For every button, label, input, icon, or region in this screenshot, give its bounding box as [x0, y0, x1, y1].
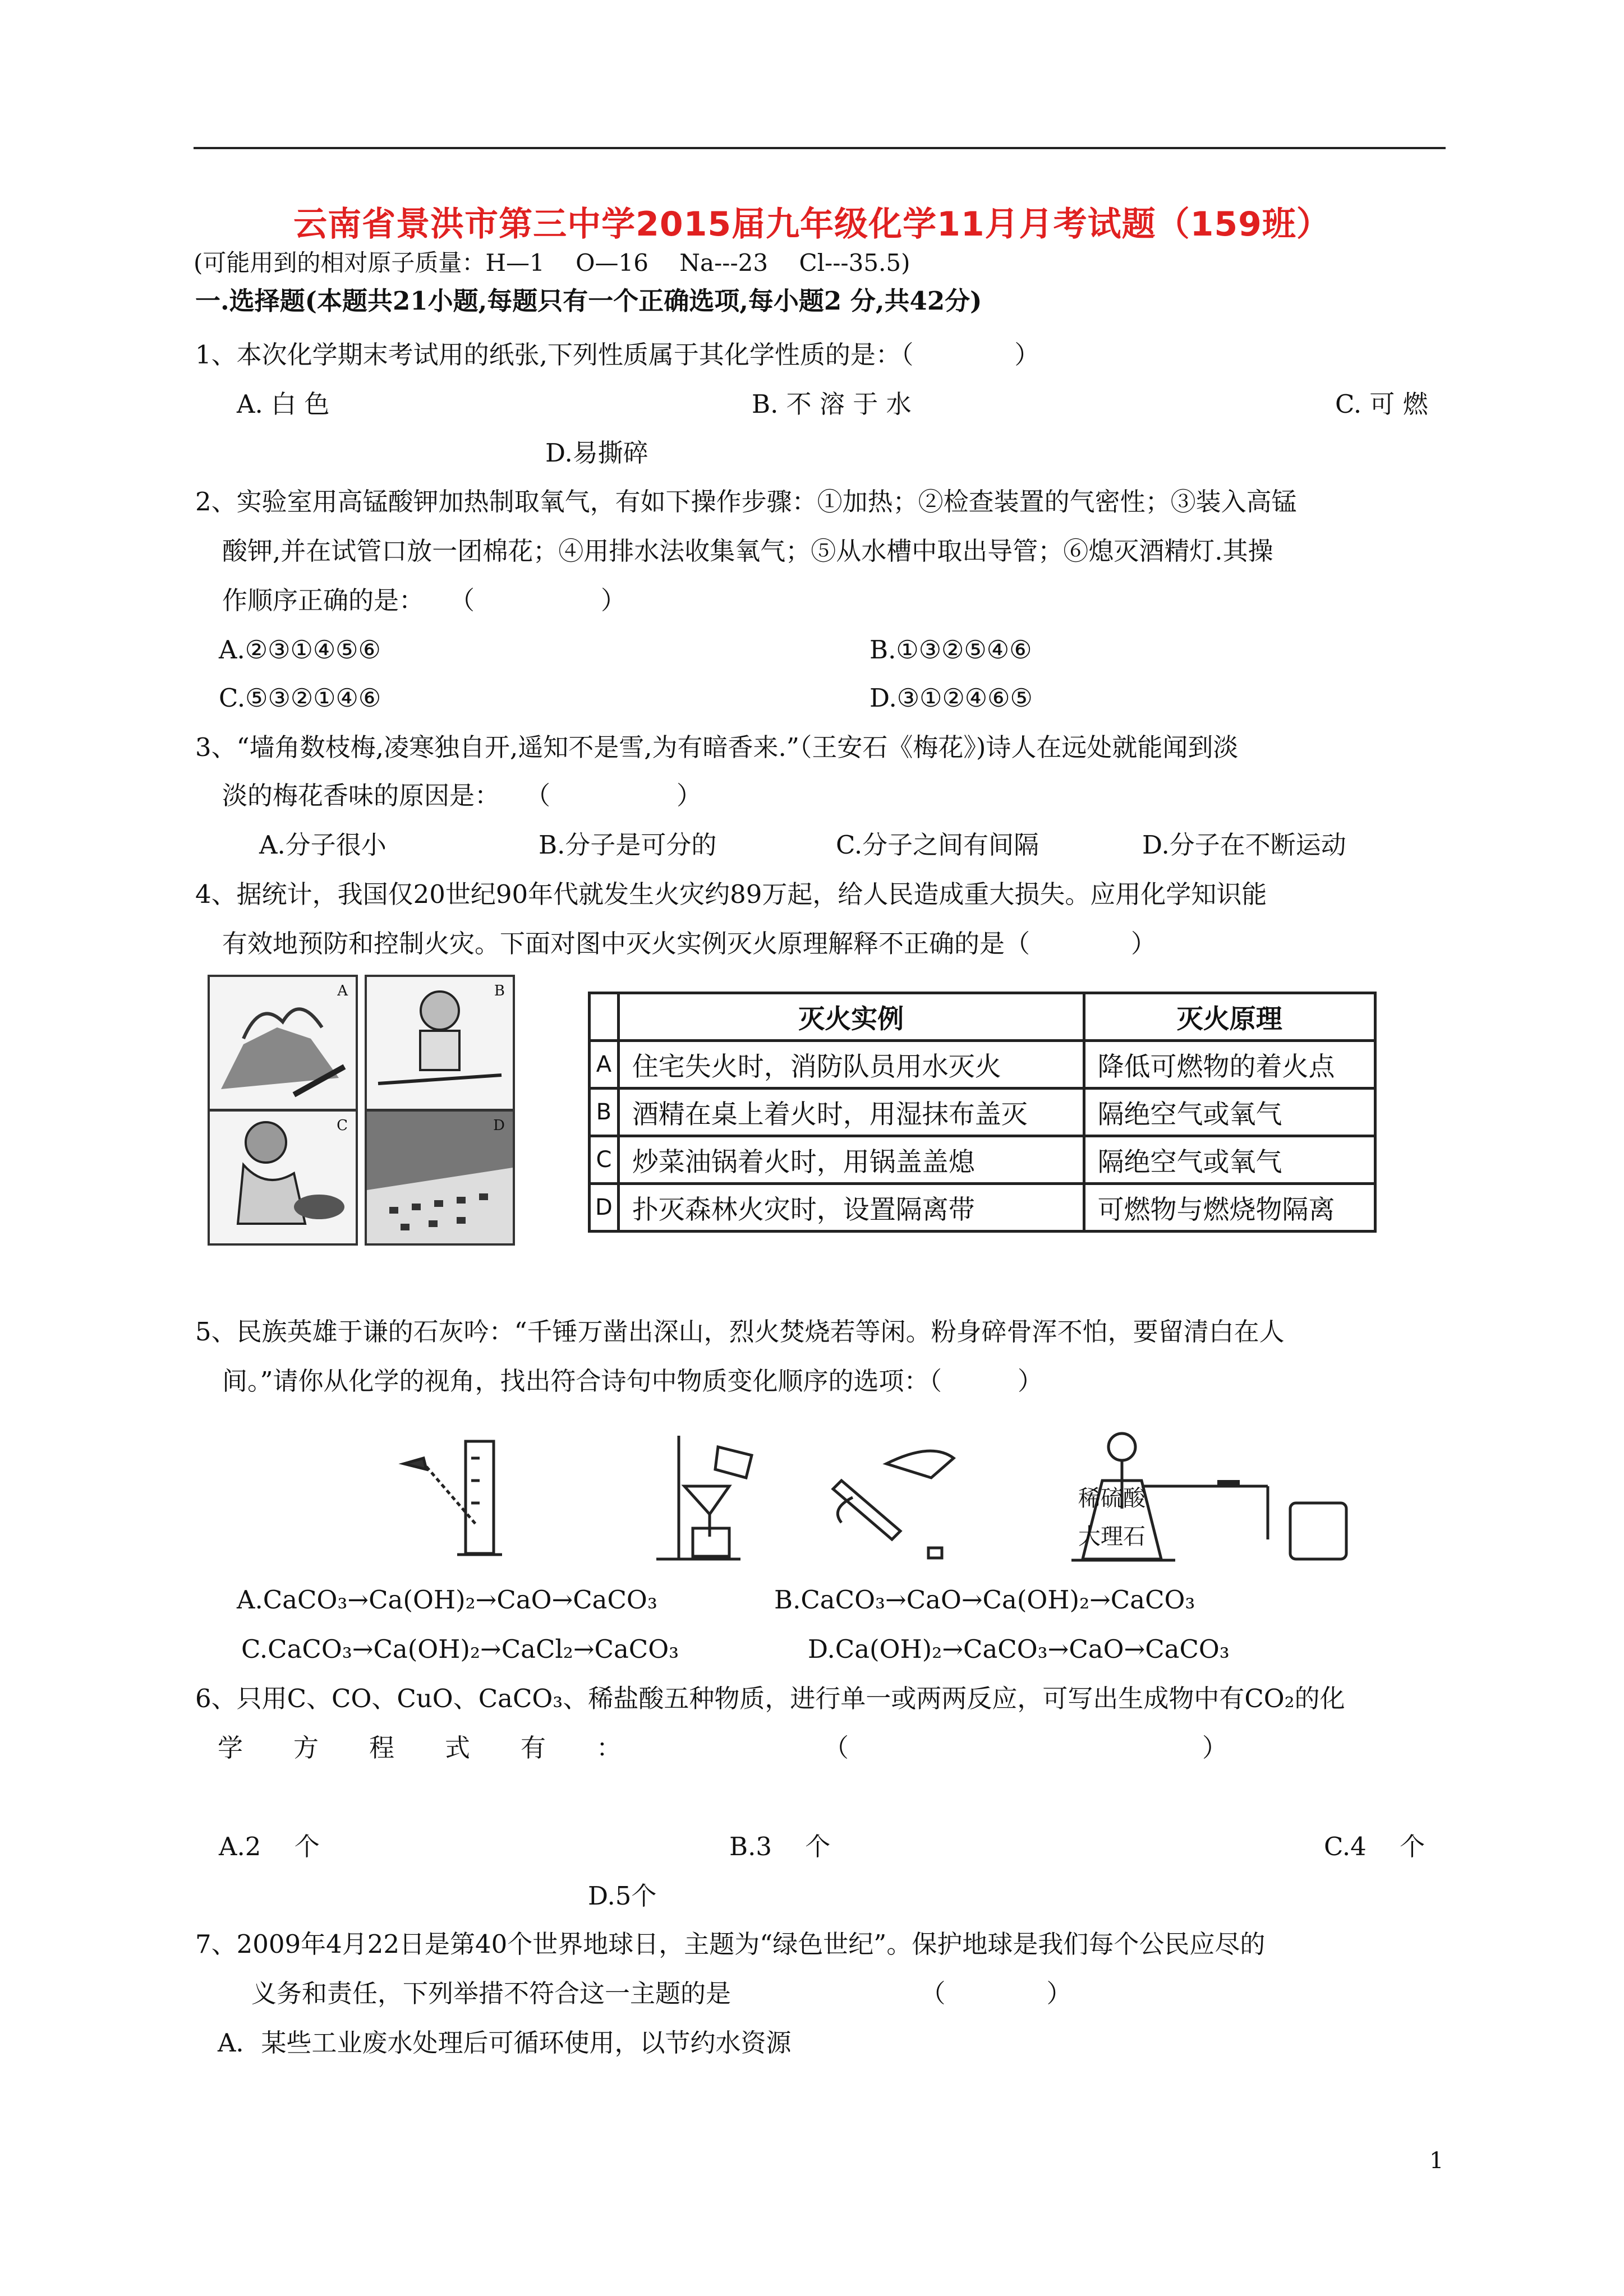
q2-option-b: B.①③②⑤④⑥ — [869, 635, 1032, 665]
picture-label-a: A — [337, 983, 348, 999]
table-key-header — [590, 993, 619, 1041]
fire-picture-a — [208, 975, 358, 1111]
table-row-principle: 降低可燃物的着火点 — [1084, 1041, 1375, 1089]
q5-option-d: D.Ca(OH)₂→CaCO₃→CaO→CaCO₃ — [808, 1634, 1230, 1664]
q2-option-d: D.③①②④⑥⑤ — [869, 683, 1033, 713]
table-header-row — [590, 993, 1375, 1041]
section-heading: 一.选择题(本题共21小题,每题只有一个正确选项,每小题2 分,共42分) — [195, 286, 982, 316]
picture-label-c: C — [337, 1117, 348, 1134]
q6-line1: 6、只用C、CO、CuO、CaCO₃、稀盐酸五种物质，进行单一或两两反应，可写出生成物中有CO₂的化 — [195, 1684, 1345, 1713]
q1-stem: 1、本次化学期末考试用的纸张,下列性质属于其化学性质的是：（ ） — [195, 340, 1040, 370]
q1-option-a: A. 白 色 — [237, 389, 330, 419]
table-row-principle: 可燃物与燃烧物隔离 — [1084, 1184, 1375, 1232]
q1-option-b: B. 不 溶 于 水 — [752, 389, 912, 419]
table-row — [590, 1184, 1375, 1232]
q2-line1: 2、实验室用高锰酸钾加热制取氧气，有如下操作步骤：①加热；②检查装置的气密性；③装入高锰 — [195, 487, 1297, 517]
top-rule — [194, 147, 1446, 149]
table-header-principle: 灭火原理 — [1084, 993, 1375, 1041]
fire-picture-b — [365, 975, 515, 1111]
q2-line2: 酸钾,并在试管口放一团棉花；④用排水法收集氧气；⑤从水槽中取出导管；⑥熄灭酒精灯.其操 — [222, 536, 1273, 566]
picture-label-b: B — [494, 983, 505, 999]
q6-option-a: A.2 个 — [219, 1832, 320, 1861]
q3-line1: 3、“墙角数枝梅,凌寒独自开,遥知不是雪,为有暗香来.”（王安石《梅花》)诗人在远处就能闻到淡 — [195, 732, 1239, 762]
q7-line2: 义务和责任，下列举措不符合这一主题的是 （ ） — [251, 1979, 1072, 2008]
q2-option-a: A.②③①④⑤⑥ — [219, 635, 381, 665]
exam-title: 云南省景洪市第三中学2015届九年级化学11月月考试题（159班） — [293, 205, 1331, 244]
table-row-principle: 隔绝空气或氧气 — [1084, 1089, 1375, 1136]
page-number: 1 — [1429, 2148, 1444, 2174]
table-row — [590, 1089, 1375, 1136]
forest-firebreak-illustration — [367, 1112, 513, 1243]
table-row — [590, 1136, 1375, 1184]
apparatus-illustrations — [393, 1424, 1380, 1582]
filtration-apparatus-icon — [656, 1436, 752, 1559]
house-fire-illustration — [210, 977, 356, 1109]
table-row-principle: 隔绝空气或氧气 — [1084, 1136, 1375, 1184]
table-row-example: 炒菜油锅着火时，用锅盖盖熄 — [618, 1136, 1084, 1184]
q3-line2: 淡的梅花香味的原因是： （ ） — [222, 781, 702, 810]
q6-option-b: B.3 个 — [729, 1832, 831, 1861]
fire-picture-c — [208, 1109, 358, 1246]
person-table-illustration — [367, 977, 513, 1109]
q3-option-b: B.分子是可分的 — [539, 830, 717, 860]
test-tube-icon — [833, 1451, 954, 1558]
q4-line2: 有效地预防和控制火灾。下面对图中灭火实例灭火原理解释不正确的是（ ） — [222, 929, 1157, 958]
q3-option-c: C.分子之间有间隔 — [836, 830, 1039, 860]
q6-line2: 学 方 程 式 有 ： （ ） — [218, 1733, 1228, 1763]
q1-option-c: C. 可 燃 — [1335, 389, 1428, 419]
q2-line3: 作顺序正确的是： （ ） — [222, 585, 627, 615]
q3-option-a: A.分子很小 — [259, 830, 387, 860]
atomic-masses: (可能用到的相对原子质量：H—1 O—16 Na---23 Cl---35.5) — [194, 249, 910, 276]
q5-option-c: C.CaCO₃→Ca(OH)₂→CaCl₂→CaCO₃ — [241, 1634, 679, 1664]
q5-line1: 5、民族英雄于谦的石灰吟：“千锤万凿出深山，烈火焚烧若等闲。粉身碎骨浑不怕，要留清白在人 — [195, 1317, 1285, 1347]
table-row-key: A — [590, 1041, 619, 1089]
table-row-key: B — [590, 1089, 619, 1136]
cook-wok-illustration — [210, 1112, 356, 1243]
q6-option-d: D.5个 — [588, 1881, 657, 1911]
table-row-example: 住宅失火时，消防队员用水灭火 — [618, 1041, 1084, 1089]
q5-option-a: A.CaCO₃→Ca(OH)₂→CaO→CaCO₃ — [237, 1585, 657, 1615]
label-dilute-sulfuric-acid: 稀硫酸 — [1078, 1486, 1145, 1511]
table-row-key: D — [590, 1184, 619, 1232]
q6-option-c: C.4 个 — [1324, 1832, 1425, 1861]
table-header-example: 灭火实例 — [618, 993, 1084, 1041]
q7-line1: 7、2009年4月22日是第40个世界地球日，主题为“绿色世纪”。保护地球是我们每个公民应尽的 — [195, 1929, 1266, 1959]
label-marble: 大理石 — [1078, 1524, 1145, 1550]
table-row-example: 酒精在桌上着火时，用湿抹布盖灭 — [618, 1089, 1084, 1136]
table-row — [590, 1041, 1375, 1089]
picture-label-d: D — [493, 1117, 505, 1134]
q7-option-a: A．某些工业废水处理后可循环使用，以节约水资源 — [218, 2028, 792, 2058]
fire-picture-d — [365, 1109, 515, 1246]
q2-option-c: C.⑤③②①④⑥ — [219, 683, 381, 713]
q5-option-b: B.CaCO₃→CaO→Ca(OH)₂→CaCO₃ — [774, 1585, 1195, 1615]
q3-option-d: D.分子在不断运动 — [1142, 830, 1346, 860]
q5-line2: 间。”请你从化学的视角，找出符合诗句中物质变化顺序的选项：（ ） — [222, 1366, 1043, 1396]
q1-option-d: D.易撕碎 — [545, 438, 648, 468]
table-row-key: C — [590, 1136, 619, 1184]
q4-line1: 4、据统计，我国仅20世纪90年代就发生火灾约89万起，给人民造成重大损失。应用化学知识能 — [195, 879, 1267, 909]
measuring-cylinder-icon — [404, 1441, 502, 1555]
table-row-example: 扑灭森林火灾时，设置隔离带 — [618, 1184, 1084, 1232]
fire-extinguish-table — [588, 992, 1377, 1233]
